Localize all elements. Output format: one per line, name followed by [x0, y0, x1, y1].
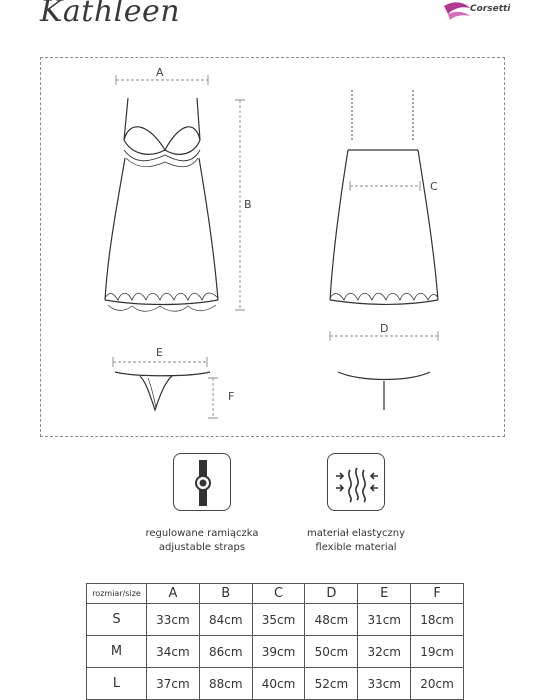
table-row [87, 604, 464, 636]
feature-label-en: adjustable straps [158, 542, 246, 553]
table-cell: 32cm [358, 636, 411, 668]
table-cell: 19cm [411, 636, 464, 668]
table-cell: 33cm [358, 668, 411, 700]
elastic-material-icon [327, 453, 385, 511]
column-header-b: B [199, 584, 252, 604]
back-chemise-drawing [330, 90, 438, 305]
size-name: M [87, 636, 147, 668]
size-table [86, 583, 464, 700]
column-header-e: E [358, 584, 411, 604]
adjustable-strap-icon [173, 453, 231, 511]
table-cell: 84cm [199, 604, 252, 636]
front-chemise-drawing [105, 98, 218, 311]
feature-label-straps [112, 527, 292, 555]
dimension-label-a: A [156, 66, 164, 79]
column-header-a: A [147, 584, 200, 604]
feature-label-material [266, 527, 446, 555]
dimension-label-e: E [156, 346, 163, 359]
back-thong-drawing [338, 372, 430, 410]
size-name: S [87, 604, 147, 636]
feature-label-en: flexible material [315, 542, 397, 553]
table-cell: 35cm [252, 604, 305, 636]
size-table-header-row [87, 584, 464, 604]
table-cell: 50cm [305, 636, 358, 668]
dimension-label-b: B [244, 198, 252, 211]
column-header-f: F [411, 584, 464, 604]
table-cell: 86cm [199, 636, 252, 668]
table-cell: 34cm [147, 636, 200, 668]
table-row [87, 636, 464, 668]
dimension-label-c: C [430, 180, 438, 193]
table-cell: 39cm [252, 636, 305, 668]
table-cell: 20cm [411, 668, 464, 700]
size-table-corner: rozmiar/size [87, 584, 147, 604]
table-cell: 40cm [252, 668, 305, 700]
front-thong-drawing [115, 372, 210, 410]
table-cell: 31cm [358, 604, 411, 636]
feature-label-pl: regulowane ramiączka [145, 528, 259, 539]
table-cell: 33cm [147, 604, 200, 636]
table-cell: 88cm [199, 668, 252, 700]
table-cell: 37cm [147, 668, 200, 700]
size-name: L [87, 668, 147, 700]
table-row [87, 668, 464, 700]
table-cell: 18cm [411, 604, 464, 636]
column-header-c: C [252, 584, 305, 604]
table-cell: 52cm [305, 668, 358, 700]
column-header-d: D [305, 584, 358, 604]
table-cell: 48cm [305, 604, 358, 636]
dimension-label-f: F [228, 390, 235, 403]
dimension-label-d: D [380, 322, 389, 335]
brand-name: Corsetti [470, 4, 511, 14]
feature-label-pl: materiał elastyczny [306, 528, 406, 539]
product-title: Kathleen [40, 0, 181, 29]
